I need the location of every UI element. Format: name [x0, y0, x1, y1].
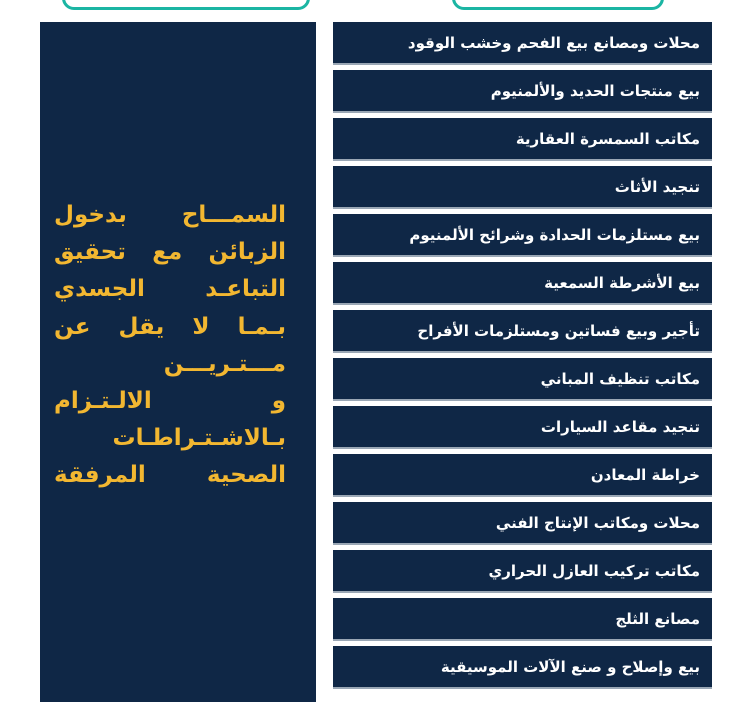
notice-line: بـمـا لا يقل عن: [54, 313, 286, 340]
notice-line: بـالاشـتـراطـات: [112, 425, 286, 452]
top-tab-left: [62, 0, 310, 10]
list-item: تنجيد مقاعد السيارات: [333, 406, 712, 449]
notice-line: و الالـتـزام: [54, 388, 286, 415]
notice-line: السمـــاح بدخول: [54, 202, 286, 228]
list-item: محلات ومصانع بيع الفحم وخشب الوقود: [333, 22, 712, 65]
notice-line: التباعـد الجسدي: [54, 276, 286, 303]
top-tab-right: [452, 0, 664, 10]
list-item: محلات ومكاتب الإنتاج الفني: [333, 502, 712, 545]
list-item: مكاتب تركيب العازل الحراري: [333, 550, 712, 593]
list-item: تنجيد الأثاث: [333, 166, 712, 209]
notice-line: الزبائن مع تحقيق: [54, 239, 286, 266]
list-item: بيع منتجات الحديد والألمنيوم: [333, 70, 712, 113]
list-item: مصانع الثلج: [333, 598, 712, 641]
list-item: تأجير وبيع فساتين ومستلزمات الأفراح: [333, 310, 712, 353]
list-item: بيع وإصلاح و صنع الآلات الموسيقية: [333, 646, 712, 689]
notice-panel: [40, 22, 316, 702]
list-item: مكاتب السمسرة العقارية: [333, 118, 712, 161]
notice-line: مـــتـريـــن: [163, 350, 286, 377]
list-item: خراطة المعادن: [333, 454, 712, 497]
notice-line: الصحية المرفقة: [54, 462, 286, 489]
list-item: بيع الأشرطة السمعية: [333, 262, 712, 305]
list-item: مكاتب تنظيف المباني: [333, 358, 712, 401]
list-item: بيع مستلزمات الحدادة وشرائح الألمنيوم: [333, 214, 712, 257]
activity-list: [333, 22, 712, 694]
notice-text: [54, 197, 286, 495]
